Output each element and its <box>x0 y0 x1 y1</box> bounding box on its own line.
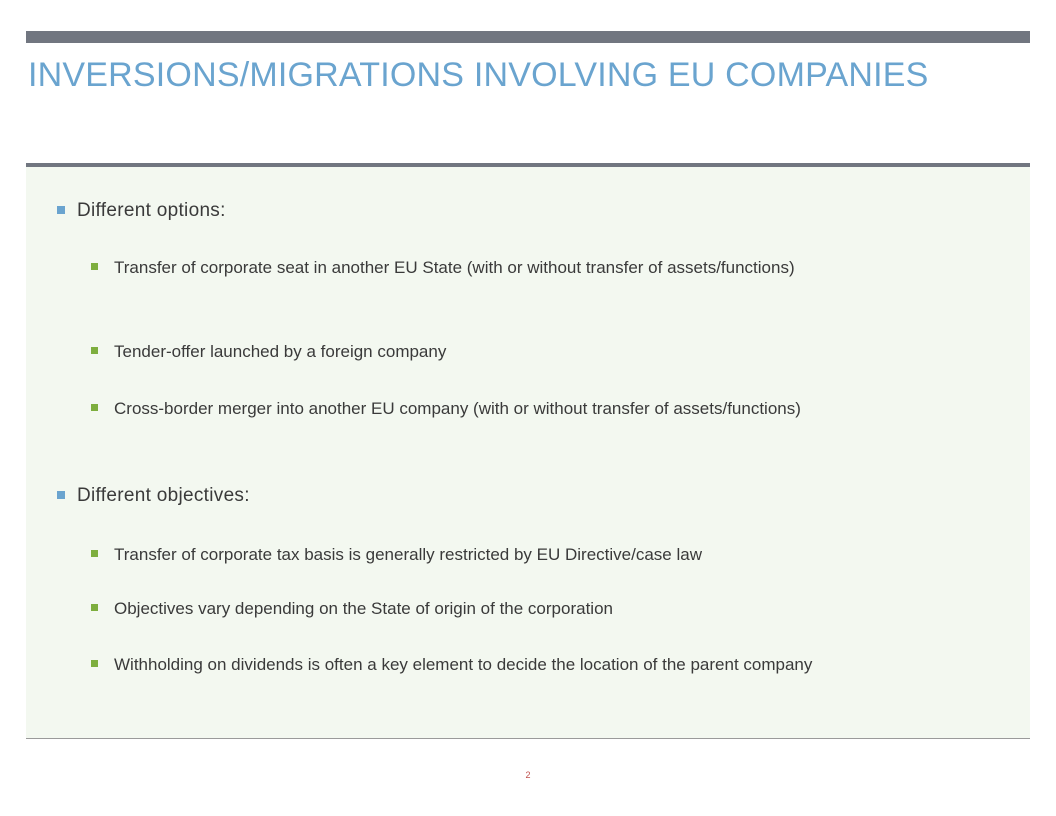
list-item <box>91 341 921 362</box>
list-item <box>91 654 921 675</box>
list-item-text: Withholding on dividends is often a key element to decide the location of the parent company <box>114 655 813 674</box>
page-number: 2 <box>525 770 531 780</box>
list-item-text: Transfer of corporate seat in another EU State (with or without transfer of assets/functions) <box>114 258 795 277</box>
square-bullet-icon <box>91 347 98 354</box>
square-bullet-icon <box>91 263 98 270</box>
section-heading-options <box>57 200 226 222</box>
slide-title: INVERSIONS/MIGRATIONS INVOLVING EU COMPANIES <box>28 56 929 94</box>
list-item <box>91 398 921 419</box>
section-heading-objectives <box>57 485 250 507</box>
list-item <box>91 544 921 565</box>
top-decorative-bar <box>26 31 1030 43</box>
list-item <box>91 598 921 619</box>
section-heading-text: Different options: <box>77 200 226 221</box>
list-item-text: Cross-border merger into another EU company (with or without transfer of assets/functions) <box>114 399 801 418</box>
square-bullet-icon <box>91 404 98 411</box>
list-item-text: Transfer of corporate tax basis is generally restricted by EU Directive/case law <box>114 545 702 564</box>
square-bullet-icon <box>91 660 98 667</box>
square-bullet-icon <box>57 206 65 214</box>
square-bullet-icon <box>91 604 98 611</box>
list-item-text: Tender-offer launched by a foreign company <box>114 342 447 361</box>
list-item <box>91 257 921 278</box>
section-heading-text: Different objectives: <box>77 485 250 506</box>
square-bullet-icon <box>57 491 65 499</box>
square-bullet-icon <box>91 550 98 557</box>
list-item-text: Objectives vary depending on the State of origin of the corporation <box>114 599 613 618</box>
